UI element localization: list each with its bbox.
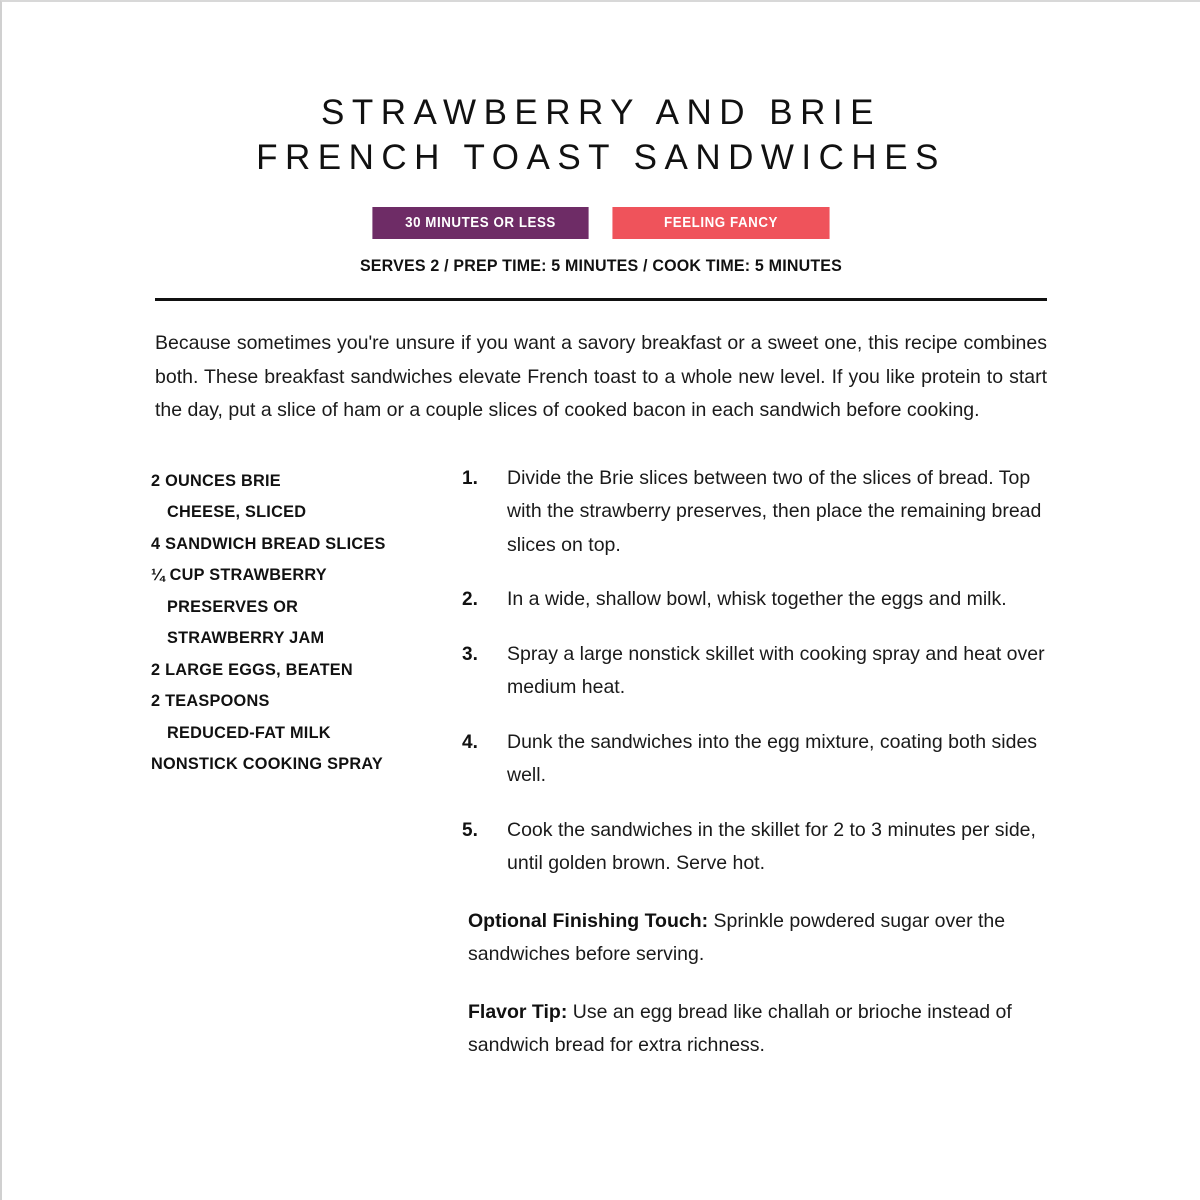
step-text: Divide the Brie slices between two of the slices of bread. Top with the strawberry preserves, then place the remaining bread slices on top. (507, 466, 1042, 556)
badge-category: FEELING FANCY (612, 207, 829, 239)
instruction-step (462, 726, 1051, 793)
recipe-intro: Because sometimes you're unsure if you want a savory breakfast or a sweet one, this recipe combines both. These breakfast sandwiches elevate French toast to a whole new level. If you like protein to start the day, put a slice of ham or a couple slices of cooked bacon in each sandwich before cooking. (155, 332, 1047, 421)
instructions-list (456, 462, 1051, 1063)
list-item: CHEESE, SLICED (167, 503, 307, 521)
list-item: 4 SANDWICH BREAD SLICES (151, 534, 386, 553)
step-text: Spray a large nonstick skillet with cooking spray and heat over medium heat. (507, 642, 1045, 698)
step-number: 2. (462, 589, 478, 610)
tip-text: Sprinkle powdered sugar over the sandwiches before serving. (468, 909, 1006, 965)
badge-time: 30 MINUTES OR LESS (372, 207, 588, 239)
step-text: In a wide, shallow bowl, whisk together the eggs and milk. (507, 588, 1007, 610)
list-item: PRESERVES OR (167, 597, 299, 616)
badge-row (2, 207, 1200, 239)
step-number: 3. (462, 643, 478, 665)
step-number: 4. (462, 731, 478, 753)
tip-text: Use an egg bread like challah or brioche instead of sandwich bread for extra richness. (468, 1000, 1012, 1056)
ingredients-list (151, 462, 456, 781)
list-item: NONSTICK COOKING SPRAY (151, 755, 383, 773)
page-title (2, 2, 1200, 180)
recipe-meta: SERVES 2 / PREP TIME: 5 MINUTES / COOK TIME: 5 MINUTES (359, 257, 843, 275)
title-line-2: FRENCH TOAST SANDWICHES (256, 138, 946, 177)
list-item: 2 LARGE EGGS, BEATEN (151, 660, 353, 679)
instruction-step (462, 583, 1051, 617)
step-number: 5. (462, 819, 478, 841)
header-divider (155, 298, 1047, 301)
tip-label: Optional Finishing Touch: (468, 909, 709, 932)
list-item: 2 OUNCES BRIE (151, 471, 281, 490)
tip-flavor (462, 996, 1051, 1063)
step-text: Dunk the sandwiches into the egg mixture, coating both sides well. (507, 730, 1038, 786)
instruction-step (462, 814, 1051, 881)
list-item: ¼ CUP STRAWBERRY (151, 566, 327, 584)
title-line-1: STRAWBERRY AND BRIE (320, 93, 881, 132)
list-item: REDUCED-FAT MILK (167, 723, 331, 742)
list-item: 2 TEASPOONS (151, 692, 270, 710)
list-item: STRAWBERRY JAM (167, 629, 325, 647)
instruction-step (462, 462, 1051, 563)
recipe-body (151, 462, 1051, 1063)
tip-optional-finishing-touch (462, 905, 1051, 972)
step-text: Cook the sandwiches in the skillet for 2 to 3 minutes per side, until golden brown. Serve hot. (507, 818, 1036, 874)
instruction-step (462, 638, 1051, 705)
step-number: 1. (462, 467, 478, 489)
tip-label: Flavor Tip: (468, 1000, 568, 1023)
